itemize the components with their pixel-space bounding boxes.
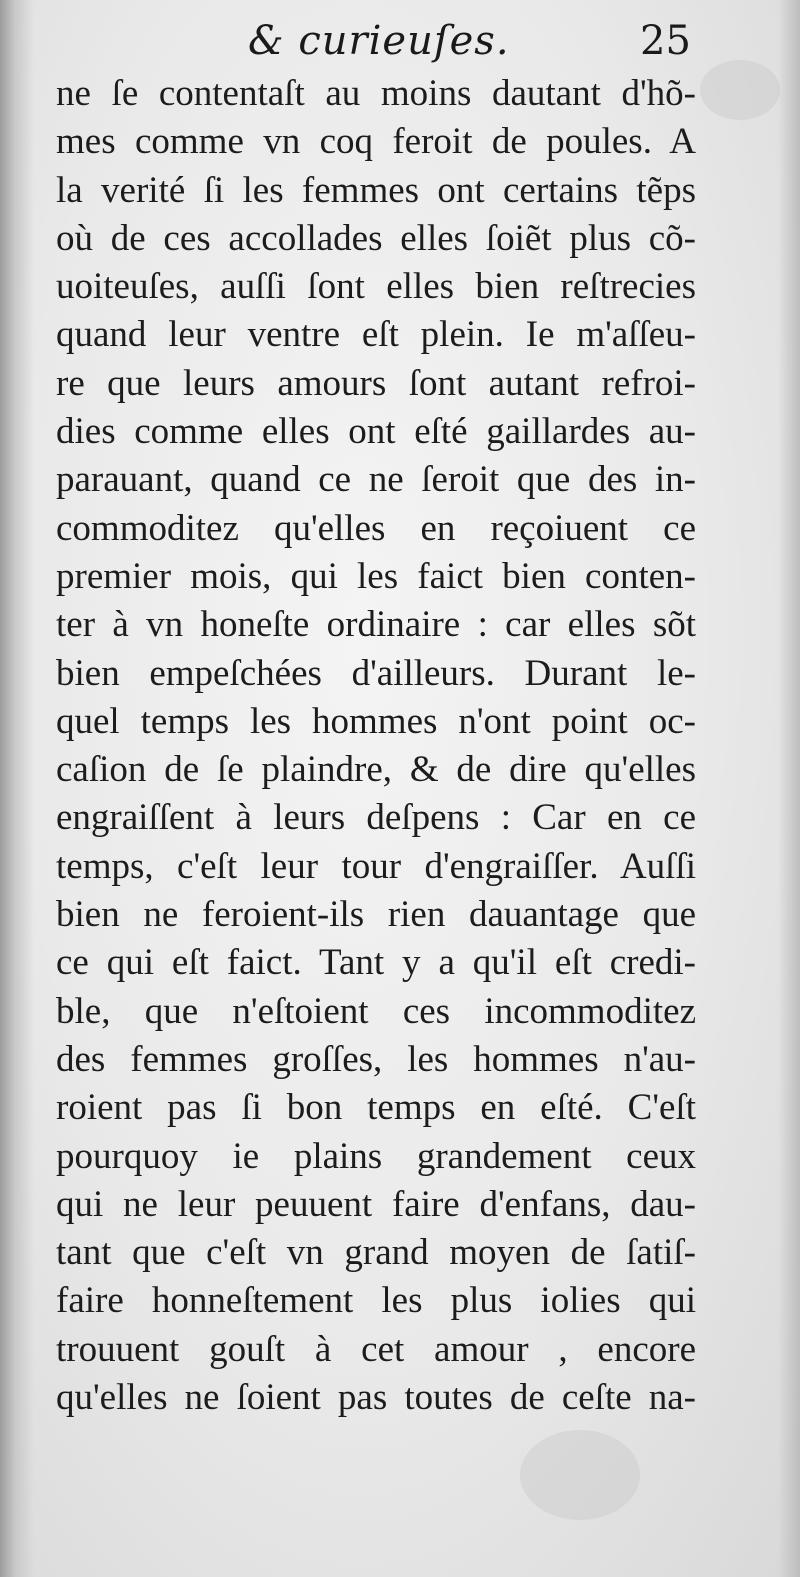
text-line: tant que c'eſt vn grand moyen de ſatiſ- [56,1232,696,1274]
text-line: roient pas ſi bon temps en eſté. C'eſt [56,1087,696,1129]
text-line: mes comme vn coq feroit de poules. A [56,121,696,163]
text-line: uoiteuſes, auſſi ſont elles bien reſtrecies [56,266,696,308]
text-line: parauant, quand ce ne ſeroit que des in- [56,459,696,501]
page-number: 25 [640,18,691,64]
text-line: engraiſſent à leurs deſpens : Car en ce [56,797,696,839]
running-head [0,14,800,74]
text-line: faire honneſtement les plus iolies qui [56,1280,696,1322]
page-gutter-shadow [0,0,34,1577]
text-line: temps, c'eſt leur tour d'engraiſſer. Auſſi [56,845,696,887]
text-line: trouuent gouſt à cet amour , encore [56,1328,696,1370]
text-line: des femmes groſſes, les hommes n'au- [56,1038,696,1080]
body-text [56,70,696,1422]
text-line: caſion de ſe plaindre, & de dire qu'elles [56,749,696,791]
page-edge-shadow [778,0,800,1577]
text-line: qui ne leur peuuent faire d'enfans, dau- [56,1183,696,1225]
text-line: qu'elles ne ſoient pas toutes de ceſte na- [56,1377,696,1419]
text-line: bien empeſchées d'ailleurs. Durant le- [56,652,696,694]
text-line: pourquoy ie plains grandement ceux [56,1135,696,1177]
text-line: ble, que n'eſtoient ces incommoditez [56,990,696,1032]
text-line: ter à vn honeſte ordinaire : car elles sõt [56,604,696,646]
text-line: la verité ſi les femmes ont certains tẽps [56,169,696,211]
paper-stain [520,1430,640,1520]
text-line: ce qui eſt faict. Tant y a qu'il eſt credi- [56,942,696,984]
text-line: premier mois, qui les faict bien conten- [56,555,696,597]
text-line: bien ne feroient-ils rien dauantage que [56,894,696,936]
text-line: dies comme elles ont eſté gaillardes au- [56,411,696,453]
running-head-title: & curieuſes. [248,18,510,64]
text-line: ne ſe contentaſt au moins dautant d'hõ- [56,73,696,114]
text-line: re que leurs amours ſont autant refroi- [56,362,696,404]
text-line: quand leur ventre eſt plein. Ie m'aſſeu- [56,314,696,356]
text-line: où de ces accollades elles ſoiẽt plus cõ- [56,217,696,259]
text-line: quel temps les hommes n'ont point oc- [56,700,696,742]
text-line: commoditez qu'elles en reçoiuent ce [56,507,696,549]
